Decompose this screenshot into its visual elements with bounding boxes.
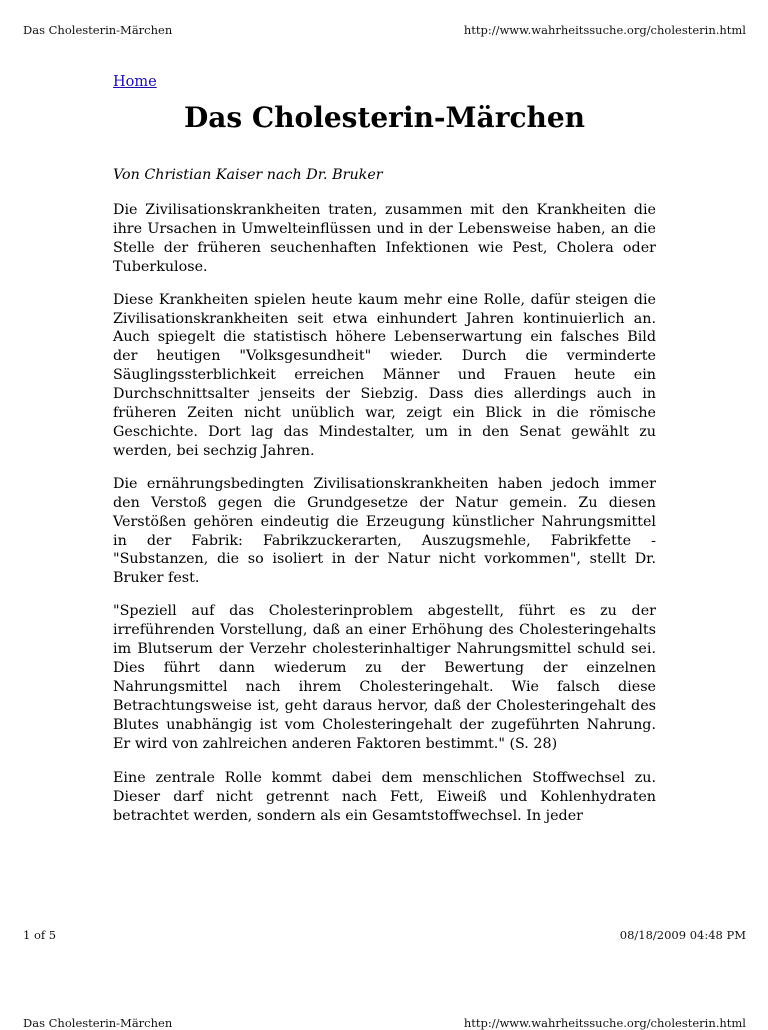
paragraph: Diese Krankheiten spielen heute kaum mehr eine Rolle, dafür steigen die Zivilisationskrankheiten seit etwa einhundert Jahren kontinuierlich an. Auch spiegelt die statistisch höhere Lebenserwartung ein falsches Bild der heutigen "Volksgesundheit" wieder. Durch die verminderte Säuglingssterblichkeit erreichen Männer und Frauen heute ein Durchschnittsalter jenseits der Siebzig. Dass dies allerdings auch in früheren Zeiten nicht unüblich war, zeigt ein Blick in die römische Geschichte. Dort lag das Mindestalter, um in den Senat gewählt zu werden, bei sechzig Jahren.: [113, 291, 656, 459]
page-count: 1 of 5: [23, 928, 57, 942]
paragraph: Eine zentrale Rolle kommt dabei dem menschlichen Stoffwechsel zu. Dieser darf nicht getrennt nach Fett, Eiweiß und Kohlenhydraten betrachtet werden, sondern als ein Gesamtstoffwechsel. In jeder: [113, 770, 656, 825]
article-content: [113, 74, 656, 840]
print-footer: [23, 928, 746, 942]
print-header-title: Das Cholesterin-Märchen: [23, 23, 173, 37]
print-header: [23, 23, 746, 37]
home-link[interactable]: Home: [113, 74, 157, 90]
next-page-header-url: http://www.wahrheitssuche.org/cholesterin.html: [463, 1016, 746, 1030]
paragraph: Die ernährungsbedingten Zivilisationskrankheiten haben jedoch immer den Verstoß gegen die Grundgesetze der Natur gemein. Zu diesen Verstößen gehören eindeutig die Erzeugung künstlicher Nahrungsmittel in der Fabrik: Fabrikzuckerarten, Auszugsmehle, Fabrikfette - "Substanzen, die so isoliert in der Natur nicht vorkommen", stellt Dr. Bruker fest.: [113, 475, 656, 587]
next-page-header: [23, 1016, 746, 1030]
print-header-url: http://www.wahrheitssuche.org/cholesterin.html: [463, 23, 746, 37]
article-title: Das Cholesterin-Märchen: [183, 101, 586, 134]
next-page-header-title: Das Cholesterin-Märchen: [23, 1016, 173, 1030]
print-datetime: 08/18/2009 04:48 PM: [619, 928, 746, 942]
article-byline: Von Christian Kaiser nach Dr. Bruker: [113, 167, 383, 183]
paragraph: Die Zivilisationskrankheiten traten, zusammen mit den Krankheiten die ihre Ursachen in Umwelteinflüssen und in der Lebensweise haben, an die Stelle der früheren seuchenhaften Infektionen wie Pest, Cholera oder Tuberkulose.: [113, 202, 656, 275]
paragraph: "Speziell auf das Cholesterinproblem abgestellt, führt es zu der irreführenden Vorstellung, daß an einer Erhöhung des Cholesteringehalts im Blutserum der Verzehr cholesterinhaltiger Nahrungsmittel schuld sei. Dies führt dann wiederum zu der Bewertung der einzelnen Nahrungsmittel nach ihrem Cholesteringehalt. Wie falsch diese Betrachtungsweise ist, geht daraus hervor, daß der Cholesteringehalt des Blutes unabhängig ist vom Cholesteringehalt der zugeführten Nahrung. Er wird von zahlreichen anderen Faktoren bestimmt." (S. 28): [113, 603, 656, 752]
